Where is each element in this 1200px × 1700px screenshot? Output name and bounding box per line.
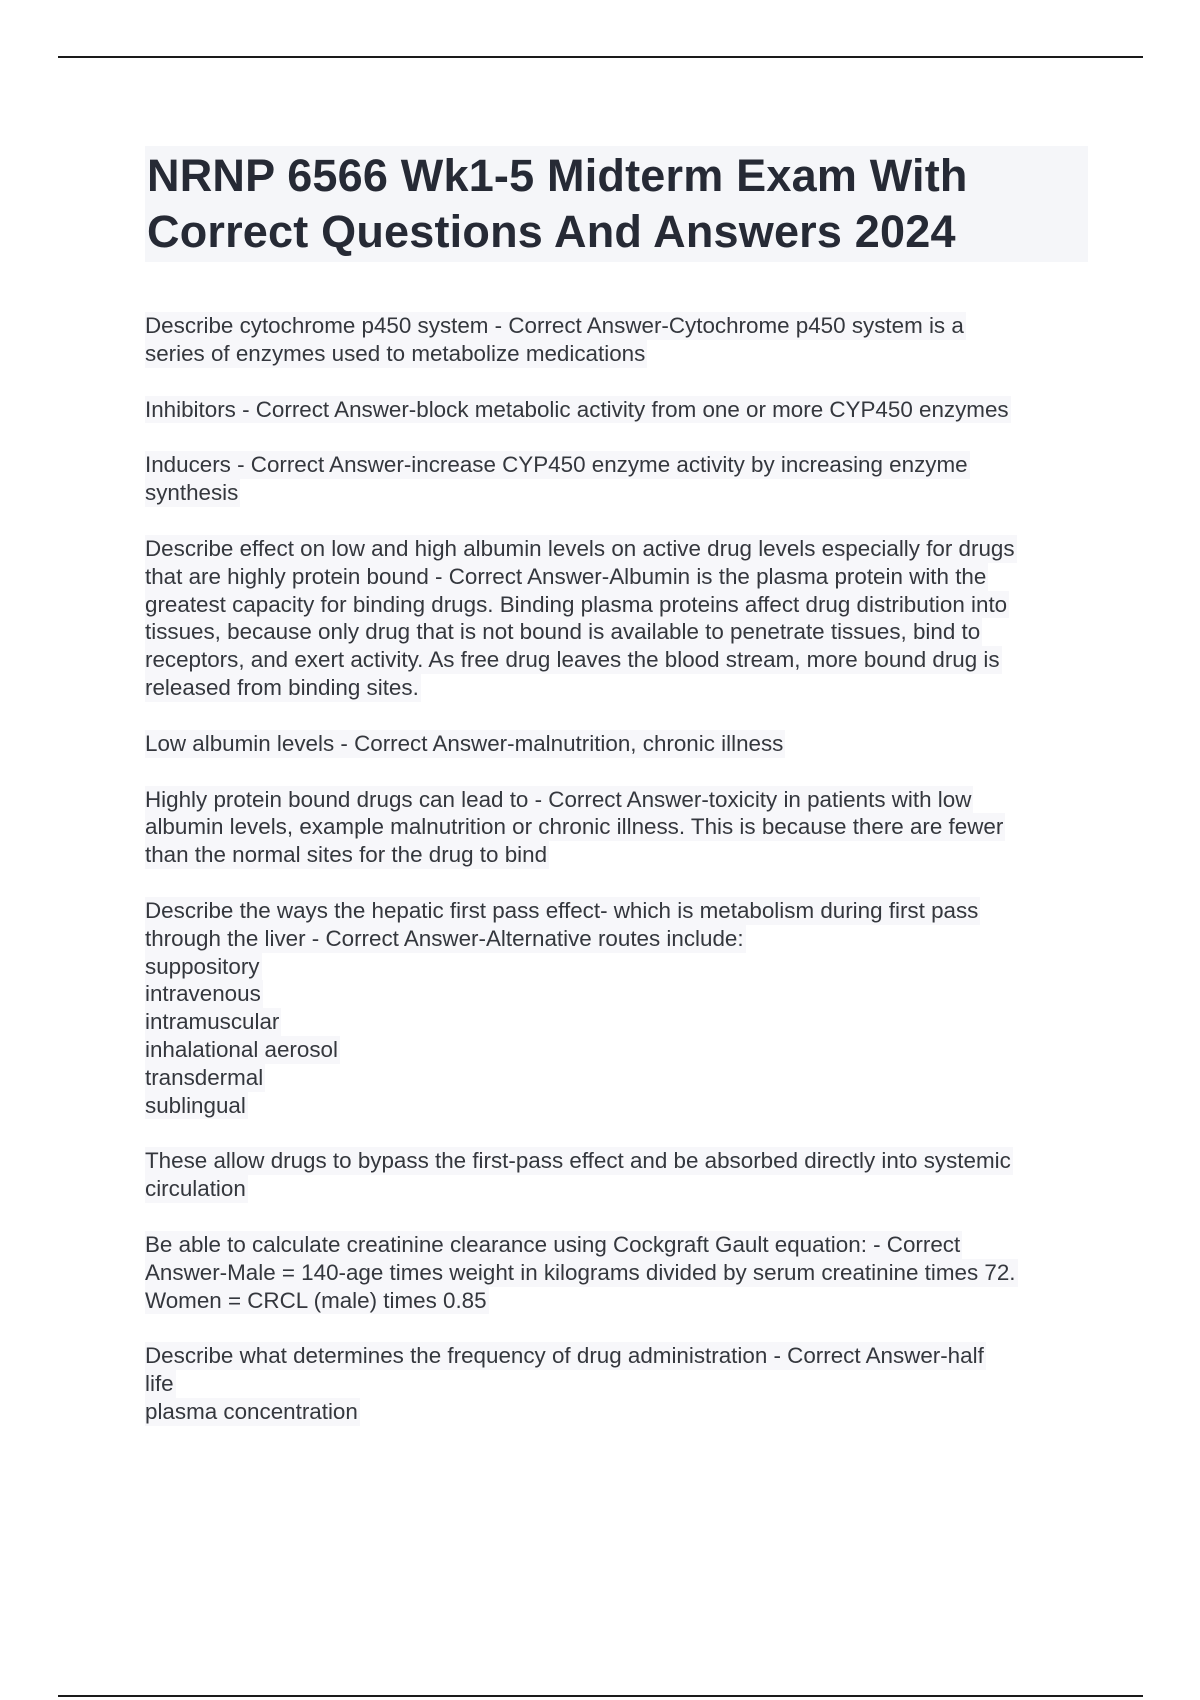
title-line-2: Correct Questions And Answers 2024 xyxy=(147,206,956,257)
top-divider xyxy=(58,56,1143,58)
qa-entry xyxy=(145,1231,1090,1314)
qa-line: Highly protein bound drugs can lead to - Correct Answer-toxicity in patients with low xyxy=(145,786,972,812)
qa-line: than the normal sites for the drug to bind xyxy=(145,842,548,868)
qa-entry xyxy=(145,451,1090,507)
qa-line: sublingual xyxy=(145,1092,246,1118)
qa-line: transdermal xyxy=(145,1064,264,1090)
qa-line: tissues, because only drug that is not bound is available to penetrate tissues, bind to xyxy=(145,619,981,645)
qa-line: Be able to calculate creatinine clearance using Cockgraft Gault equation: - Correct xyxy=(145,1231,961,1257)
qa-entry xyxy=(145,396,1090,424)
qa-line: Inducers - Correct Answer-increase CYP450 enzyme activity by increasing enzyme xyxy=(145,452,968,478)
qa-line: released from binding sites. xyxy=(145,674,419,700)
qa-line: suppository xyxy=(145,953,260,979)
qa-line: intravenous xyxy=(145,981,261,1007)
qa-line: albumin levels, example malnutrition or chronic illness. This is because there are fewer xyxy=(145,814,1004,840)
qa-line: Women = CRCL (male) times 0.85 xyxy=(145,1287,487,1313)
bottom-divider xyxy=(58,1695,1143,1697)
qa-line: synthesis xyxy=(145,480,239,506)
qa-entry xyxy=(145,786,1090,869)
qa-entry xyxy=(145,1342,1090,1425)
qa-entry xyxy=(145,730,1090,758)
qa-entry xyxy=(145,897,1090,1119)
qa-line: plasma concentration xyxy=(145,1398,358,1424)
qa-line: series of enzymes used to metabolize medications xyxy=(145,340,646,366)
qa-line: through the liver - Correct Answer-Alternative routes include: xyxy=(145,925,744,951)
qa-line: Describe the ways the hepatic first pass effect- which is metabolism during first pass xyxy=(145,897,979,923)
qa-line: Describe cytochrome p450 system - Correct Answer-Cytochrome p450 system is a xyxy=(145,313,964,338)
qa-line: inhalational aerosol xyxy=(145,1036,338,1062)
qa-line: circulation xyxy=(145,1176,246,1202)
qa-line: Low albumin levels - Correct Answer-malnutrition, chronic illness xyxy=(145,730,784,756)
qa-line: Answer-Male = 140-age times weight in kilograms divided by serum creatinine times 72. xyxy=(145,1259,1016,1285)
qa-line: Inhibitors - Correct Answer-block metabolic activity from one or more CYP450 enzymes xyxy=(145,396,1009,422)
qa-line: Describe effect on low and high albumin levels on active drug levels especially for drugs xyxy=(145,535,1015,561)
qa-entry xyxy=(145,535,1090,702)
qa-line: life xyxy=(145,1371,174,1397)
qa-entry xyxy=(145,312,1090,368)
qa-line: that are highly protein bound - Correct Answer-Albumin is the plasma protein with the xyxy=(145,563,987,589)
qa-line: receptors, and exert activity. As free drug leaves the blood stream, more bound drug is xyxy=(145,647,1000,673)
qa-entry xyxy=(145,1147,1090,1203)
qa-line: These allow drugs to bypass the first-pass effect and be absorbed directly into systemic xyxy=(145,1148,1011,1174)
title-line-1: NRNP 6566 Wk1-5 Midterm Exam With xyxy=(147,150,968,201)
qa-line: Describe what determines the frequency of drug administration - Correct Answer-half xyxy=(145,1343,984,1369)
qa-list xyxy=(145,312,1090,1454)
page-title xyxy=(145,146,1088,262)
qa-line: intramuscular xyxy=(145,1009,280,1035)
qa-line: greatest capacity for binding drugs. Binding plasma proteins affect drug distribution into xyxy=(145,591,1008,617)
